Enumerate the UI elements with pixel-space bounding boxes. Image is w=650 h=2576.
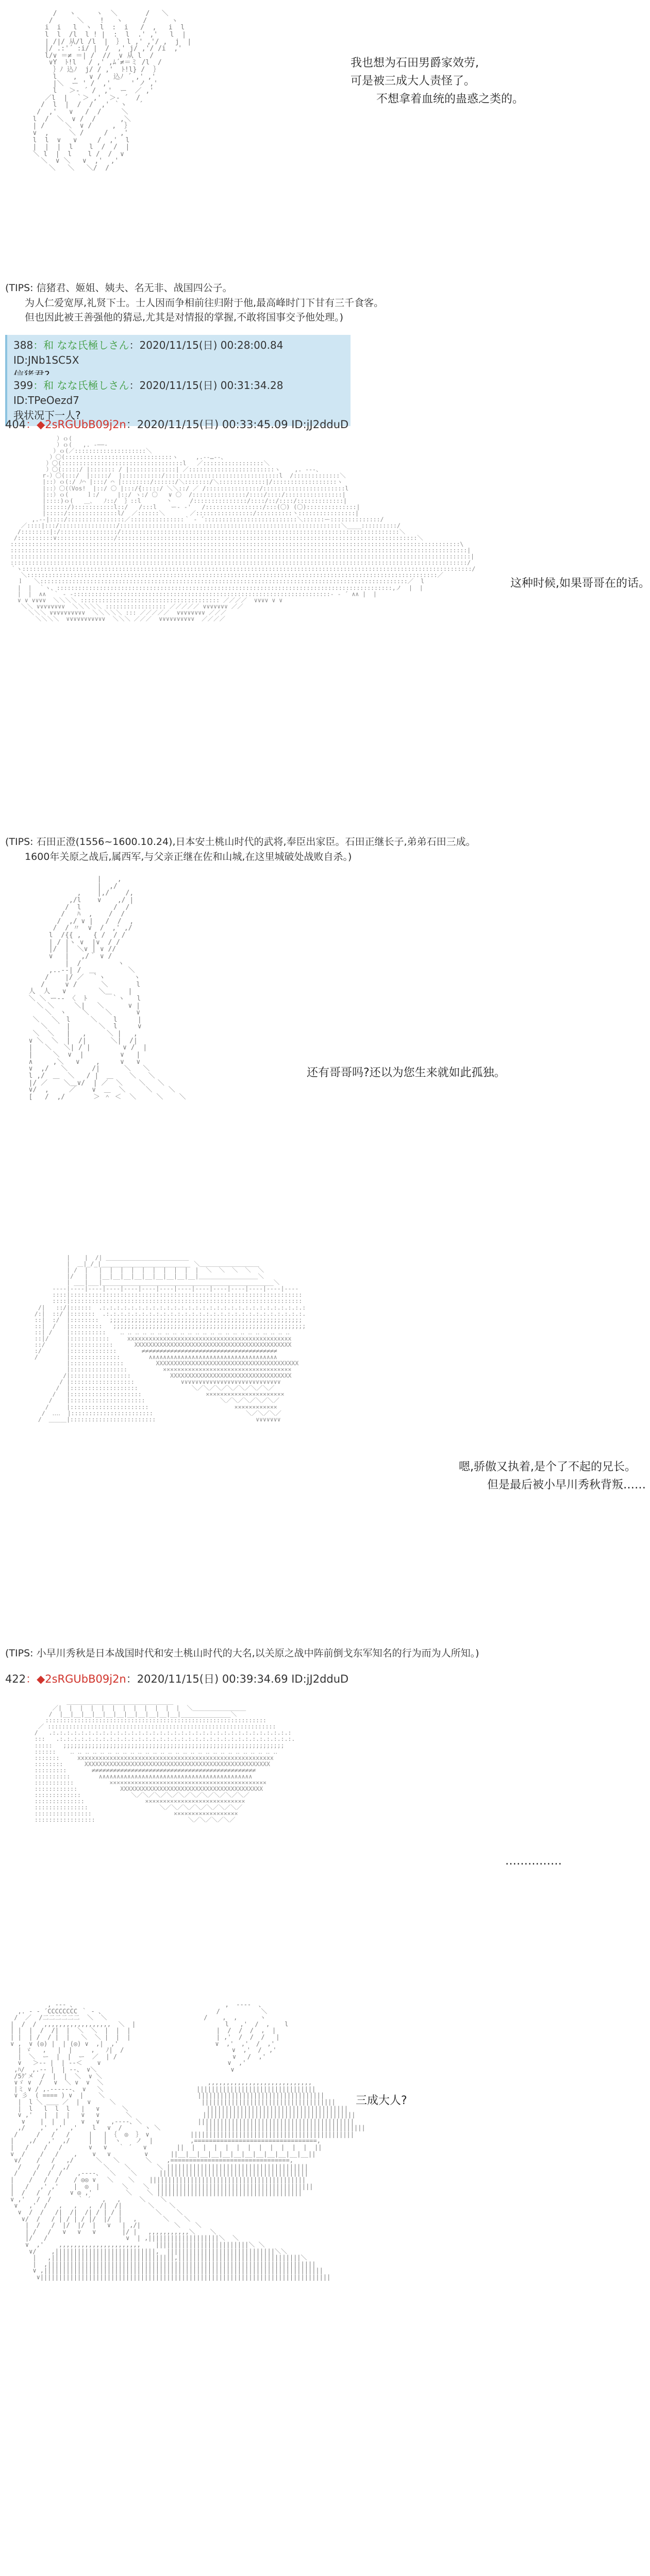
post-author: ：◆2sRGUbB09j2n <box>26 418 126 431</box>
tips-line: (TIPS: 小早川秀秋是日本战国时代和安土桃山时代的大名,以关原之战中阵前倒戈东军知名的行为而为人所知。) <box>5 1648 479 1659</box>
ascii-art-mountain-landscape-2: ＿＿＿＿＿＿＿＿＿＿＿＿＿＿＿＿＿＿ ／| | | | | | | | | | | | ＼＿＿＿＿＿＿＿＿＿ / |__|__|__|__|__|__|__|__|__|__|__|______________＼ :::::::::::::::::::::::::::::::::::::::::::::::::::::::::::::: ／ :::::::::::::::::::::::::::::::::::::::::::::::::::::::::::::::: / .:.:.:.:.:.:.:.:.:.:.:.:.:.:.:.:.:.:.:.:.:.:.:.:.:.:.:.:.:.:.:.:.:.: ::: .:.:.:.:.:.:.:.:.:.:.:.:.:.:.:.:.:.:.:.:.:.:.:.:.:.:.:.:.:.:.:.:.:. ::::: ;;;;;;;;;;;;;;;;;;;;;;;;;;;;;;;;;;;;;;;;;;;;;;;;;;;;;;;;;;;;;; :::::: ‥ ‥ ‥ ‥ ‥ ‥ ‥ ‥ ‥ ‥ ‥ ‥ ‥ ‥ ‥ ‥ ‥ ‥ ‥ ‥ ‥ ‥ ‥ ‥ ‥ ‥ ‥ ‥ ::::::: xxxxxxxxxxxxxxxxxxxxxxxxxxxxxxxxxxxxxxxxxxxxxxxxxxxxxxx :::::::: XXXXXXXXXXXXXXXXXXXXXXXXXXXXXXXXXXXXXXXXXXXXXXXXXXXX ::::::::: ≠≠≠≠≠≠≠≠≠≠≠≠≠≠≠≠≠≠≠≠≠≠≠≠≠≠≠≠≠≠≠≠≠≠≠≠≠≠≠≠≠≠≠≠≠≠ :::::::::: ∧∧∧∧∧∧∧∧∧∧∧∧∧∧∧∧∧∧∧∧∧∧∧∧∧∧∧∧∧∧∧∧∧∧∧∧∧∧∧∧∧∧∧ ::::::::::: ×××××××××××××××××××××××××××××××××××××××××××× :::::::::::: XXXXXXXXXXXXXXXXXXXXXXXXXXXXXXXXXXXXXXXX ::::::::::::: ＼／＼／＼／＼／＼／＼／＼／＼／＼／＼／ :::::::::::::: ×××××××××××××××××××××××××××× ::::::::::::::: ＼／＼／＼／＼／＼／＼／＼／ :::::::::::::::: ×××××××××××××××××× ::::::::::::::::: ＼／＼／＼／＼／ <box>34 1698 295 1824</box>
speech-panel6 <box>356 2092 407 2110</box>
speech-line: 我也想为石田男爵家效劳, <box>351 57 479 70</box>
ascii-art-mountain-landscape: | | /| ＿＿＿＿＿＿＿＿＿＿＿＿＿＿ | ＿|_/_|_________________________ ＼＿＿＿＿＿＿＿＿＿＿ | / | | | | | | | | | | | ＼ ＼ ＼ ＼ ＼ |/ | |__|__|__|__|__|__|__|__|__|＿＿＿＿＿＿＿＿＿＿＼ | ___|___|________________________________________________＼ ----|----|----|----|----|----|----|----|----|----|----|----|----|---- ::::|::::::::::::::::::::::::::::::::::::::::::::::::::::::::::::::::: ::::|::::::::::::::::::::::::::::::::::::::::::::::::::::::::::::::::: /| ::/|:::::: .:.:.:.:.:.:.:.:.:.:.:.:.:.:.:.:.:.:.:.:.:.:.:.:.:.:.:.:.: /:| ::/ |::::::: .:.:.:.:.:.:.:.:.:.:.:.:.:.:.:.:.:.:.:.:.:.:.:.:.:.:.:.:. ::| :/ |:::::::: ;;;;;;;;;;;;;;;;;;;;;;;;;;;;;;;;;;;;;;;;;;;;;;;;;;;;;; ::| / |::::::::: ;;;;;;;;;;;;;;;;;;;;;;;;;;;;;;;;;;;;;;;;;;;;;;;;;;;;;; ::| / |:::::::::: ‥ ‥ ‥ ‥ ‥ ‥ ‥ ‥ ‥ ‥ ‥ ‥ ‥ ‥ ‥ ‥ ‥ ‥ ‥ ‥ ‥ ‥ ‥ ::|/ |::::::::::: xxxxxxxxxxxxxxxxxxxxxxxxxxxxxxxxxxxxxxxxxxxxxx ::/ |:::::::::::: XXXXXXXXXXXXXXXXXXXXXXXXXXXXXXXXXXXXXXXXXXXX :/ |::::::::::::: ≠≠≠≠≠≠≠≠≠≠≠≠≠≠≠≠≠≠≠≠≠≠≠≠≠≠≠≠≠≠≠≠≠≠≠≠≠≠ / |:::::::::::::: ∧∧∧∧∧∧∧∧∧∧∧∧∧∧∧∧∧∧∧∧∧∧∧∧∧∧∧∧∧∧∧∧∧∧∧∧ |::::::::::::::: XXXXXXXXXXXXXXXXXXXXXXXXXXXXXXXXXXXXXXXX |:::::::::::::::: ×××××××××××××××××××××××××××××××××××× /|::::::::::::::::: XXXXXXXXXXXXXXXXXXXXXXXXXXXXXXXXXX / |:::::::::::::::::: ∨∨∨∨∨∨∨∨∨∨∨∨∨∨∨∨∨∨∨∨∨∨∨∨∨∨∨∨ / |::::::::::::::::::: ＼／＼／＼／＼／＼／＼／＼／ / |:::::::::::::::::::: ×××××××××××××××××××××× / |::::::::::::::::::::: ＼／＼／＼／＼／＼／ / |:::::::::::::::::::::: ×××××××××××× / ‥‥ |::::::::::::::::::::::: ＼／＼／＼／ / ＿＿＿|:::::::::::::::::::::::: ∨∨∨∨∨∨∨ <box>34 1254 306 1423</box>
speech-panel2 <box>510 574 650 592</box>
post-header-404 <box>5 416 348 432</box>
ascii-art-two-figures: / ヽ ヽ ＼ / ＼ / ＼ ! ヽ / ヽ i i l ヽ l : i / , i l l l /l l ! | : l .' ,' l | | /|/ 从/l /l | ｝ l ,' ,'/ , j | |/ .:'´ :i/ | / ,' j/ ,'/ /i ,' l/∨ ＝≠ ＝| / // ∨ 从 l / ∨Y ﾄ!l / ,' ,ﾑ´≠＝ミ /l / ｝ﾉ 込ﾉ j/ / ,' ﾄ!l} / ｝ l , ∨ / 込ﾉ ´ ,' ,' |＼ ー ' / ,' ' ノ ,' l ＞‐ ´ / ,' ー ／ ,' ／l | ｀＞ ,' ＞‐ ´ / / l | / / ,' ｀ヽ ´ / ,' ∨ / / ＼ l / ＼ ∨ / / ,＼ | / ＼ ∨ / , ｝ ∨ , ＼ / / ,' l l ∨ ∨ / ,' l | | | l l / / | ＼ l | l l / / ∨ ＼ ∨ ＼ ∨ ,' ,' ＼ ＼ ＼/ / <box>32 10 192 173</box>
speech-line: 还有哥哥吗?还以为您生来就如此孤独。 <box>307 1066 506 1079</box>
ascii-art-figure-armored: , -‐- 、 , -‐‐- 、 ,. - ‐ ´CCCCCCCC ｀ ‐ 、 / ＼ / ／ /二二二二二二 ＼ ＼ / , , ヽ | / / ,,,,,,,,,,,,,,,,,, ＼ | l ,' / , l | | | / /| | ＼ ＼ | | | | / / / , | | | | / / | | ＼ ＼ | | | | ,' / / / | ∨ , ∨ (◎) | | (◎) ∨ ,| ,' ∨ ,' ,' / ,' | ゞ , | | , ﾉ| / ∨ ,' / ,' | ＼ ー | | ー ／ | / ∨ / ,' ∨ ＞‐- | | -‐＜ ∨ ∨ ,' ,ﾊ/ ,.-‐ | | ‐-、 ∨＼ ∨ /5ｸﾞ㐅 / | | ＼ ∨ ＼ ∨ゞ ∨ / ∨ ＼ ∨ ∨ ＼ ,,,,,,,,,,,,,,,,,,,,,,,,,,,, |ミ ∨ / ,.-‐‐‐‐-、 ∨ ＼ |||||||||||||||||||||||||||||||| ∨ 彡 ( ==== ) ∨ | ＼ |||||||||||||||||||||||||||||||||| | l ＼ ＿＿ ／ | ∨ ＼ |||||||||||||||||||||||||||||||||||| | l l l l | ∨ ＼ |||||||||||||||||||||||||||||||||||||| ∨ ,' | | | ∨ ∨ ＼ ||||||||||||||||||||||||||||||||||||||||| ∨ | | | ∨ ∨ ,-‐‐-、＼ |||||||||||||||||||||||||||||||||||||||||| ,/ ,' ,' ,' l ∨ / ヽ ＼ ||||||||||||||||||||||||||||||||||||||||||| / / / / | | ｛ ◎ ｝ ∨ |||||||||||||||||||||||||||||||||||||||||||| | ,/ ,' ,/ | | ヽ ノ | ,=================================, | / / / ∨ ∨ ｀ ´ ∨ || | | | | | | | | | | | || ∨ / / / , ∨ ∨ ∨ ||__|__|__|__|__|__|__|__|__|__|__|__|| ∨/ / / ,/ ＼ ＼ ＼ ,================================, / / / ,/ ＼ ＼ ＼ |||||||||||||||||||||||||||||||||||||| / / / / ,-‐‐-、 ＼ ＼ |||||||||||||||||||||||||||||||||||||||| | / / / / ◎◎ ∨ ＼ ＼ |||||||||||||||||||||||||||||||||||||||||| | / ,' ,' | ◎ | ＼ ＼ |||||||||||||||||||||||||||||||||||||||||| | / / / ∨ ◎ ,' ＼ ＼ ||||||||||||||||||||||||||||||||||||||| ∨ ,' / / ｀ ´ , , ＼ ＼ ∨ ,' / , , , /| /| ＼ ＼ ∨ / / /| /| /| / | / | ＼ ＼ ∨/ / / | / | / |/ |/ | , ＼ ＼ | / / |/ |/ | ∨ | ,/| ＼ ＼ | / / ∨ ∨ ∨ |/ | ,,,,,,,,,,,＼ ＼ |/ / ∨ | ,|||||||||||||||||||＼ ＼ ∨ ,' ,,,,,,,,,,,,,,,,,,,,,, |||||||||||||||||||||||||＼ ＼ ∨/ ,|||||||||||||||||||||||||||, |||||||||||||||||||||||||||||＼＼ | ,|||||||||||||||||||||||||||||||||,|||||||||||||||||||||||||||||||||＼ | ,|||||||||||||||||||||||||||||||||||||||||||||||||||||||||||||||||||||||| ∨ ,||||||||||||||||||||||||||||||||||||||||||||||||||||||||||||||||||||||||||| ∨|||||||||||||||||||||||||||||||||||||||||||||||||||||||||||||||||||||||||||||| <box>10 2001 365 2281</box>
speech-line: 可是被三成大人责怪了。 <box>351 75 476 88</box>
speech-line: 不想拿着血统的蛊惑之类的。 <box>376 93 524 106</box>
speech-panel1 <box>340 54 524 109</box>
reply-body: 我状况下一人? <box>13 409 81 421</box>
speech-line: 这种时候,如果哥哥在的话。 <box>510 577 650 590</box>
reply-number: 399 <box>13 379 34 392</box>
reply-name: ：和 なな氏極しさん <box>33 339 129 351</box>
reply-meta: ：2020/11/15(日) 00:28:00.84 ID:JNb1SC5X <box>13 339 284 366</box>
speech-line: 三成大人? <box>356 2094 407 2107</box>
tips-panel1 <box>5 281 608 325</box>
ascii-art-group-scene: ）ｏ( ）ｏ( ,. -――- ）ｏ(／::::::::::::::::::::＼ ）〇(::::::::::::::::::::::::::::::ヽ ,.-‐…‐-、 ）〇(::::::::::::::::::::::::::::::::::l ／:::::::::::::::::＼ ）〇(:::::/ |::::::: / |:::::::::::::| ／::::::::::::::::::::::::ヽ ,. -‐-、 r‐）〇(:::/ |:::::/ |:::::::::::/::::::::::::::::::::::::::::::::l /:::::::::::::＼ |::）ｏ(:/ ﾉ⌒ |:::/ ⌒ |::::::::/::::::/＼:::::::/＼:::::::::::::|/::::::::::::::::::ヽ |::）〇(（Vos! |::/ 〇 |:::/{:::::/ ＼＼::/ ／ /:::::::::::::::/:::::::::::::::::::::::l |::）ｏ( ｌ:/ |::/ ヽ:/ 〇 ∨ 〇 /:::::::::::::::/::::/::::/::::::::::::::::| |::::)ｏ( ＿､ ﾉ::/ ｝::l 丶 /:::::::::::::::/::::/::/::::/:::::::::::::| |::::::/):::::::::::l::/ /:::l ー- ‐' /::::::::::::::::/:::(〇) (〇)::::::::::::::| |:::::/::::::::::::::l/ ／::::::＼ ／::::::::::::::::/::::::::::丶::::::::::::::::| ,.-‐|::::/::::::::::::::::／:::::::::::::::｀ ‐ ´::::::::::::::::::::::::::＼::::::ー::::::::::::::/ ／::::|:::/::::::::::::::::/::::::::::::::::::::::::::::::::::::::::::::::::::::::::::::::＼____::::::::::/ /::::::::|:/::::::::::::::::/::::::::::::::::::::::::::::::::::::::::::::::::::::::::::::::::::::::::::::::＼ /::::::::::∨::::::::::::::::/::::::::::::::::::::::::::::::::::::::::::::::::::::::::::::::::::::::::::::::::::::＼ ::::::::::::::::::::::::::::::::::::::::::::::::::::::::::::::::::::::::::::::::::::::::::::::::::::::::::::::::::::::::::::::\ ::::::::::::::::::::::::::::::::::::::::::::::::::::::::::::::::::::::::::::::::::::::::::::::::::::::::::::::::::::::::::::::::| :::::::::::::::::::::::::::::::::::::::::::::::::::::::::::::::::::::::::::::::::::::::::::::::::::::::::::::::::::::::::::::::::| ::::::::::::::::::::::::::::::::::::::::::::::::::::::::::::::::::::::::::::::::::::::::::::::::::::::::::::::::::::::::::::::::/ ｀ヽ::::::::::::::::::::::::::::::::::::::::::::::::::::::::::::::::::::::::::::::::::::::::::::::::::::::::::::::::::::::::::::::/ ＼:::::::::::::::::::::::::::::::::::::::::::::::::::::::::::::::::::::::::::::::::::::::::::::::::::::::::::::::::::／ ｌ ＼:::::::::::::::::::::::::::::::::::::::::::::::::::::::::::::::::::::::::::::::::::::::::::::::::::::::／ l | | ｀ヽ、::::::::::::::::::::::::::::::::::::::::::::::::::::::::::::::::::::::::::::::::::::::::::::::,ノ | | | | ∧∧ ｀ ‐ -::::::::::::::::::::::::::::::::::::::::::::::::::::::::::::::::::::::::- ‐ ´ ∧∧ | | ∨ ∨ ∨∨∨∨ ＼＼＼＼ ::::::::::::::::::::::::::::::::::::::: ／／／／ ∨∨∨∨ ∨ ∨ ＼＼ ∨∨∨∨∨∨∨∨ ＼＼＼＼＼ ::::::::::::::::: ／／／／／ ∨∨∨∨∨∨∨ ／／ ＼＼＼ ∨∨∨∨∨∨∨∨∨∨ ＼＼＼＼＼ ::: ／／／／／ ∨∨∨∨∨∨∨∨ ／／／ ＼＼＼＼ ∨∨∨∨∨∨∨∨∨∨∨ ＼＼＼ ／／／ ∨∨∨∨∨∨∨∨∨∨ ／／／／ <box>10 435 476 622</box>
reply-meta: ：2020/11/15(日) 00:31:34.28 ID:TPeOezd7 <box>13 379 284 406</box>
speech-line: …………… <box>505 1855 562 1868</box>
post-number: 422 <box>5 1673 26 1685</box>
speech-panel3 <box>307 1064 506 1082</box>
speech-line: 嗯,骄傲又执着,是个了不起的兄长。 <box>459 1461 636 1473</box>
ascii-art-kneeling-figure: | , | ,/ , |,/ /, ,/l ∨ ,/ | / l / / / ﾊ , / / / ,/ ∨ | / / , / / 〃 ∨ / ,' ,/ l /{{ , { / / / | / |ヽ ∨ |∨ / / |/ | ＼∨ | ∨ // ∨ | ,/｀ ∨ / | / ヽ ,..‐‐| / ＿ ＼ / |/ ／ ｀ヽ ヽ / ∨ / ＼ l 人 人 ∨ ＼＿ | ＼ ＼ ー‐- 〈 ﾄ ｀ヽ l ＼ ＼ ＼| ＼ ∨ | ＼ ヽ ＼ ＼ ∨ ＼ ＼ l ＼ l | ＼ ｀ | ＼ l ∨ ＼ ＼ | , ＼ | , ∨ ＼ ＼ | /| ＼| /| | ＼ ＼| / | ∨ / | | ＼ ∨ | ∨ | ∧ ,＼ ∨ , ∨ ∨ ∨ ,/ ＼ /| ＼ ＼ l ,/ ＿ ＼ / | ＿ ＼ ＼ |/ ／ ＼＿∨/ | ／ ＼ ＼ ＼ ∨/ , ／ ∨ ＿ ＼ ＼ ＼ [ / ,/ ＞ ＾ ＜ ＼ ＼ ＼ <box>28 875 186 1101</box>
tips-line: 但也因此被王善强他的猜忌,尤其是对情报的掌握,不敢将国事交予他处理。) <box>5 312 343 323</box>
post-meta: ：2020/11/15(日) 00:39:34.69 ID:jJ2dduD <box>126 1673 349 1685</box>
speech-panel4 <box>459 1458 646 1494</box>
post-author: ：◆2sRGUbB09j2n <box>26 1673 126 1685</box>
tips-line: (TIPS: 信猪君、姬姐、姨夫、名无非、战国四公子。 <box>5 282 232 294</box>
tips-panel2 <box>5 835 608 864</box>
speech-panel5 <box>505 1852 562 1870</box>
post-meta: ：2020/11/15(日) 00:33:45.09 ID:jJ2dduD <box>126 418 349 431</box>
reply-name: ：和 なな氏極しさん <box>33 379 129 392</box>
post-number: 404 <box>5 418 26 431</box>
speech-line: 但是最后被小早川秀秋背叛…… <box>487 1479 646 1492</box>
tips-line: (TIPS: 石田正澄(1556~1600.10.24),日本安土桃山时代的武将,奉臣出家臣。石田正继长子,弟弟石田三成。 <box>5 836 476 848</box>
tips-line: 为人仁爱宽厚,礼贤下士。士人因而争相前往归附于他,最高峰时门下甘有三千食客。 <box>5 297 384 309</box>
tips-line: 1600年关原之战后,属西军,与父亲正继在佐和山城,在这里城破处战败自杀。) <box>5 851 352 862</box>
reply-number: 388 <box>13 339 34 351</box>
tips-panel4 <box>5 1646 608 1661</box>
post-header-422 <box>5 1671 348 1686</box>
